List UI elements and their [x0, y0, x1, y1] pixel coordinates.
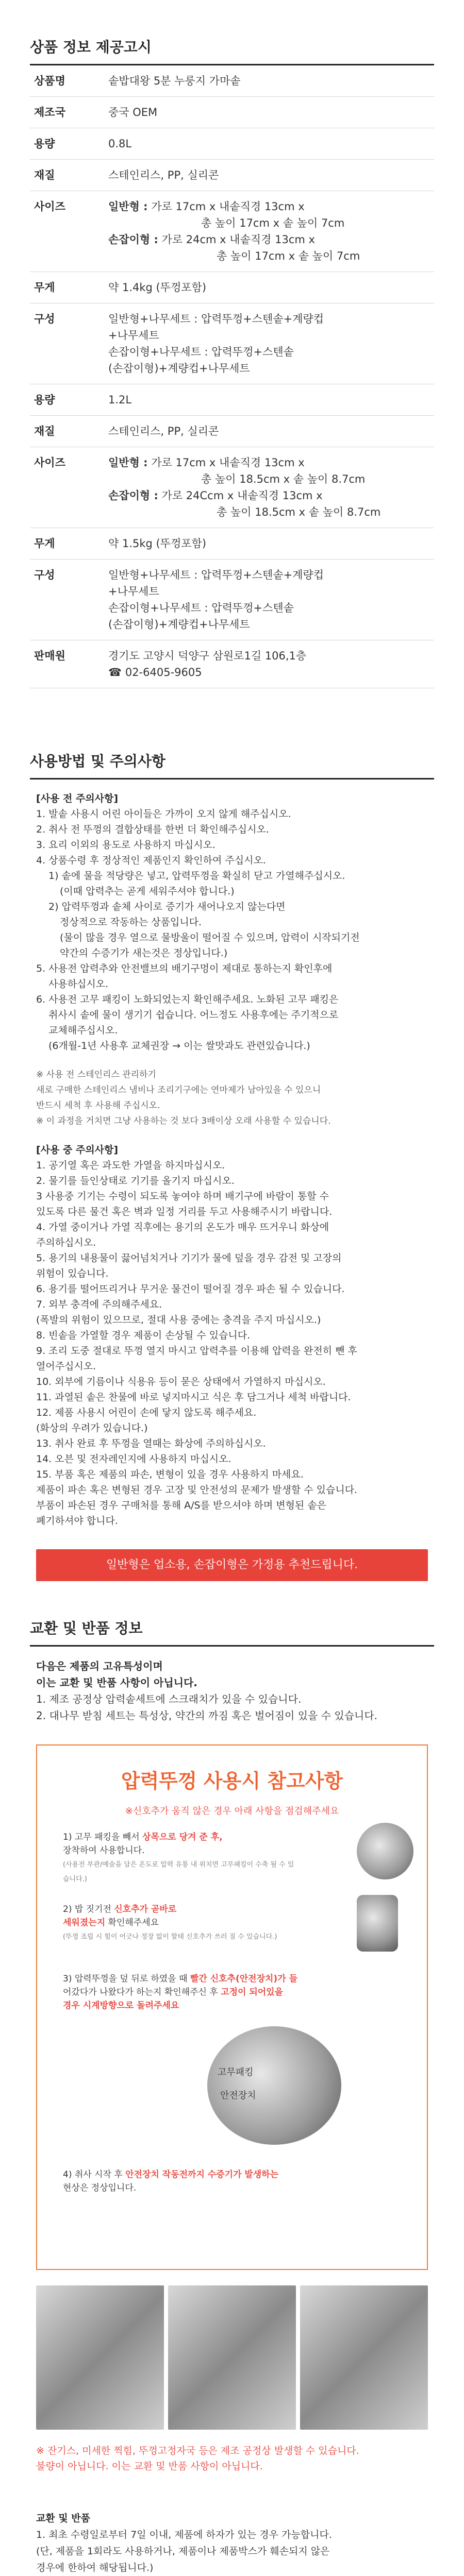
info-value — [106, 65, 434, 97]
usage-line — [36, 1054, 428, 1067]
info-row — [30, 191, 434, 272]
step1-text-b: 장착하여 사용합니다. — [63, 1845, 145, 1856]
usage-line: (6개월-1년 사용후 교체권장 → 이는 쌀맛과도 관련있습니다.) — [48, 1040, 310, 1052]
usage-line: 6. 용기를 떨어뜨리거나 무거운 물건이 떨어질 경우 파손 될 수 있습니다. — [36, 1283, 345, 1295]
usage-line: [사용 전 주의사항] — [36, 793, 119, 804]
info-key: 재질 — [30, 160, 106, 191]
exchange-title: 교환 및 반품 정보 — [30, 1620, 143, 1637]
size-size1a-label: 일반형 : — [108, 456, 148, 469]
usage-line: 14. 오븐 및 전자레인지에 사용하지 마십시오. — [36, 1453, 231, 1465]
usage-title: 사용방법 및 주의사항 — [30, 753, 165, 770]
info-value — [106, 560, 434, 640]
usage-line: 있도록 다른 물건 혹은 벽과 일정 거리를 두고 사용해주시기 바랍니다. — [36, 1206, 333, 1217]
info-key: 재질 — [30, 416, 106, 447]
usage-line: 2. 물기를 들인상태로 기기를 올기지 마십시오. — [36, 1175, 235, 1187]
size-size1a: 가로 17cm x 내솥직경 13cm x — [147, 200, 305, 213]
info-value-line: 스테인리스, PP, 실리콘 — [108, 169, 219, 181]
usage-line: 15. 부품 혹은 제품의 파손, 변형이 있을 경우 사용하지 마세요. — [36, 1469, 304, 1480]
info-value-line: 경기도 고양시 덕양구 삼원로1길 106,1층 — [108, 650, 307, 662]
size-size2a: 가로 24Ccm x 내솥직경 13cm x — [158, 489, 323, 502]
exchange-intro-line: 2. 대나무 받침 세트는 특성상, 약간의 까짐 혹은 벌어짐이 있을 수 있습니다. — [36, 1709, 378, 1722]
label-gasket: 고무패킹 — [218, 2067, 254, 2078]
step4-text-b: 현상은 정상입니다. — [63, 2183, 137, 2193]
guide-step-4 — [63, 2168, 403, 2195]
usage-line: 약간의 수증기가 새는것은 정상입니다.) — [60, 947, 228, 959]
usage-line: (이때 압력추는 곧게 세워주셔야 합니다.) — [60, 886, 235, 897]
exchange-section — [0, 1581, 464, 2576]
info-key: 상품명 — [30, 65, 106, 97]
usage-line: ※ 이 과정을 거치면 그냥 사용하는 것 보다 3배이상 오래 사용할 수 있습니다. — [36, 1116, 331, 1126]
usage-line: 3 사용중 기기는 수령이 되도록 놓여야 하며 배기구에 바람이 통할 수 — [36, 1191, 329, 1202]
usage-header — [30, 750, 434, 779]
info-row — [30, 384, 434, 416]
info-key: 사이즈 — [30, 447, 106, 528]
step3-text-a: 3) 압력뚜껑을 덮 뒤로 하였을 때 — [63, 1974, 190, 1984]
usage-line: 4. 가열 중이거나 가열 직후에는 용기의 온도가 매우 뜨거우니 화상에 — [36, 1222, 329, 1233]
step1-text-a: 1) 고무 패킹을 빼서 — [63, 1832, 143, 1842]
usage-line: 1. 공기열 혹은 과도한 가열을 하지마십시오. — [36, 1160, 225, 1171]
size-size1a: 가로 17cm x 내솥직경 13cm x — [147, 456, 305, 469]
usage-line — [36, 1129, 428, 1142]
info-row — [30, 160, 434, 191]
exchange-detail-line: (단, 제품을 1회라도 사용하거나, 제품이나 제품박스가 훼손되지 않은 — [36, 2546, 330, 2557]
exchange-detail-line: 경우에 한하여 해당됩니다.) — [36, 2562, 154, 2573]
usage-line: 7. 외부 충격에 주의해주세요. — [36, 1299, 162, 1310]
exchange-intro-line: 이는 교환 및 반품 사항이 아닙니다. — [36, 1676, 197, 1689]
step3-highlight: 빨간 신호추(안전장치)가 들 — [190, 1974, 297, 1984]
info-row — [30, 640, 434, 688]
exchange-detail — [30, 2474, 434, 2576]
usage-line: 12. 제품 사용시 어린이 손에 닿지 않도록 해주세요. — [36, 1407, 257, 1418]
info-value — [106, 640, 434, 688]
recommendation-banner: 일반형은 업소용, 손잡이형은 가정용 추천드립니다. — [36, 1549, 428, 1581]
size-size1b: 총 높이 18.5cm x 솥 높이 8.7cm — [201, 473, 366, 485]
usage-line: 사용하십시오. — [48, 978, 109, 990]
info-value-line: 일반형+나무세트 : 압력뚜껑+스텐솥+계량컵 — [108, 569, 324, 581]
info-row — [30, 65, 434, 97]
step3-highlight-2: 고정이 되어있을 — [221, 1987, 284, 1997]
usage-line: 5. 용기의 내용물이 끓어넘치거나 기기가 물에 덮을 경우 감전 및 고장의 — [36, 1252, 342, 1264]
lid-photo — [207, 2026, 341, 2145]
guide-warning: ※신호추가 움직 않은 경우 아래 사항을 점검해주세요 — [125, 1806, 339, 1817]
info-key: 사이즈 — [30, 191, 106, 272]
usage-line: 위험이 있습니다. — [36, 1268, 109, 1279]
exchange-intro-line: 다음은 제품의 고유특성이며 — [36, 1660, 163, 1672]
usage-line: 제품이 파손 혹은 변형된 경우 고장 및 안전성의 문제가 발생할 수 있습니다. — [36, 1484, 358, 1496]
info-value-line: 0.8L — [108, 138, 132, 150]
usage-line: 정상적으로 작동하는 상품입니다. — [60, 917, 202, 928]
step1-note: (사용전 부관/예술을 담은 온도로 압력 유통 내 위치면 고무패킹이 수축 될 수 있습니다.) — [63, 1861, 294, 1883]
usage-line: (폭발의 위험이 있으므로, 절대 사용 중에는 충격을 주지 마십시오.) — [36, 1314, 321, 1326]
guide-step-3 — [63, 1972, 403, 2012]
weight-photo — [357, 1895, 398, 1952]
size-size2a-label: 손잡이형 : — [108, 489, 158, 502]
product-info-table — [30, 65, 434, 688]
info-value-line: +나무세트 — [108, 585, 159, 598]
usage-line: 1) 솥에 물을 적당량은 넣고, 압력뚜껑을 확실히 닫고 가열해주십시오. — [48, 870, 345, 882]
step2-highlight: 신호추가 곧바로 — [114, 1904, 177, 1914]
size-size1a-label: 일반형 : — [108, 200, 148, 213]
info-key: 제조국 — [30, 97, 106, 128]
info-value — [106, 191, 434, 272]
info-value — [106, 97, 434, 128]
exchange-intro-line: 1. 제조 공정상 압력솥세트에 스크래치가 있을 수 있습니다. — [36, 1693, 302, 1705]
info-value — [106, 447, 434, 528]
info-value — [106, 416, 434, 447]
step4-text-a: 4) 취사 시작 후 — [63, 2170, 126, 2180]
info-value — [106, 528, 434, 560]
step2-text-b: 확인해주세요 — [105, 1918, 159, 1928]
product-info-title: 상품 정보 제공고시 — [30, 39, 152, 56]
exchange-detail-line: 교환 및 반품 — [36, 2513, 90, 2524]
step2-highlight-2: 세워졌는지 — [63, 1918, 106, 1928]
info-key: 구성 — [30, 303, 106, 384]
usage-line: 교체해주십시오. — [48, 1025, 118, 1036]
usage-line: 6. 사용전 고무 패킹이 노화되었는지 확인해주세요. 노화된 고무 패킹은 — [36, 994, 339, 1005]
step1-highlight: 상목으로 당겨 준 후, — [142, 1832, 223, 1842]
caution-line: ※ 잔기스, 미세한 찍힘, 뚜껑고정자국 등은 제조 공정상 발생할 수 있습니다. — [36, 2445, 359, 2456]
usage-line: 2) 압력뚜껑과 솥체 사이로 증기가 새어나오지 않는다면 — [48, 901, 286, 912]
info-row — [30, 303, 434, 384]
info-value-line: 약 1.5kg (뚜껑포함) — [108, 537, 207, 550]
usage-line: 10. 외부에 기름이나 식용유 등이 묻은 상태에서 가열하지 마십시오. — [36, 1376, 326, 1387]
caution-text — [30, 2430, 434, 2474]
info-value-line: ☎ 02-6405-9605 — [108, 666, 202, 679]
usage-line: 주의하십시오. — [36, 1237, 96, 1248]
usage-line: 부품이 파손된 경우 구매처를 통해 A/S를 받으셔야 하며 변형된 솥은 — [36, 1500, 327, 1511]
info-value-line: 스테인리스, PP, 실리콘 — [108, 425, 219, 437]
product-photo-2 — [168, 2285, 296, 2430]
info-value-line: 솥밥대왕 5분 누룽지 가마솥 — [108, 75, 241, 87]
info-key: 무게 — [30, 528, 106, 560]
info-value — [106, 272, 434, 303]
product-info-section — [0, 0, 464, 688]
label-safety: 안전장치 — [220, 2090, 256, 2101]
guide-step-2 — [63, 1903, 300, 1944]
usage-line: 1. 발솥 사용시 어린 아이들은 가까이 오지 않게 해주십시오. — [36, 808, 291, 820]
info-row — [30, 560, 434, 640]
usage-line: [사용 중 주의사항] — [36, 1144, 119, 1156]
info-row — [30, 272, 434, 303]
guide-step-1 — [63, 1831, 300, 1886]
usage-text — [30, 779, 434, 1529]
info-value — [106, 384, 434, 416]
size-size2a-label: 손잡이형 : — [108, 233, 158, 246]
product-info-header — [30, 0, 434, 65]
step2-note: (뚜껑 조립 시 힘이 어긋나 정장 없이 할태 신호추가 쓰러 질 수 있습니다.) — [63, 1933, 277, 1941]
usage-line: 폐기하셔야 합니다. — [36, 1515, 118, 1527]
info-row — [30, 528, 434, 560]
usage-line: (물이 많을 경우 열으로 물방울이 떨어질 수 있으며, 압력이 시작되기전 — [60, 932, 360, 943]
info-row — [30, 447, 434, 528]
step4-highlight: 안전장치 작동전까지 수증기가 발생하는 — [125, 2170, 279, 2180]
info-row — [30, 97, 434, 128]
step2-text-a: 2) 밥 짓기전 — [63, 1904, 114, 1914]
info-row — [30, 128, 434, 160]
info-value-line: 중국 OEM — [108, 106, 158, 118]
info-value-line: 1.2L — [108, 394, 132, 406]
product-photos — [36, 2285, 428, 2430]
step3-text-b: 어갔다가 나왔다가 하는지 확인해주신 후 — [63, 1987, 221, 1997]
info-value-line: 약 1.4kg (뚜껑포함) — [108, 281, 207, 294]
gasket-photo — [357, 1823, 413, 1879]
usage-line: 5. 사용전 압력추와 안전밸브의 배기구멍이 제대로 통하는지 확인후에 — [36, 963, 333, 974]
caution-line: 불량이 아닙니다. 이는 교환 및 반품 사항이 아닙니다. — [36, 2461, 263, 2472]
usage-line: 새로 구매한 스테인리스 냄비나 조리기구에는 연마제가 남아있을 수 있으니 — [36, 1085, 321, 1095]
exchange-intro — [30, 1647, 434, 1724]
info-key: 무게 — [30, 272, 106, 303]
usage-line: 열어주십시오. — [36, 1361, 96, 1372]
info-value — [106, 160, 434, 191]
size-size2b: 총 높이 18.5cm x 솥 높이 8.7cm — [217, 506, 381, 518]
size-size1b: 총 높이 17cm x 솥 높이 7cm — [201, 217, 345, 229]
size-size2b: 총 높이 17cm x 솥 높이 7cm — [217, 250, 360, 262]
product-photo-3 — [300, 2285, 428, 2430]
info-value-line: 손잡이형+나무세트 : 압력뚜껑+스텐솥 — [108, 346, 294, 358]
usage-line: 13. 취사 완료 후 뚜껑을 열때는 화상에 주의하십시오. — [36, 1438, 266, 1449]
usage-line: 8. 빈솥을 가열할 경우 제품이 손상될 수 있습니다. — [36, 1330, 251, 1341]
exchange-header — [30, 1581, 434, 1647]
usage-line: 9. 조리 도중 절대로 뚜껑 열지 마시고 압력추를 이용해 압력을 완전히 뺀 후 — [36, 1345, 357, 1357]
info-key: 구성 — [30, 560, 106, 640]
step3-text-c: 경우 시계방향으로 돌려주세요 — [63, 2001, 179, 2011]
guide-title: 압력뚜껑 사용시 참고사항 — [121, 1770, 343, 1792]
info-value-line: +나무세트 — [108, 329, 159, 342]
info-row — [30, 416, 434, 447]
usage-section — [0, 750, 464, 1581]
usage-line: 2. 취사 전 뚜껑의 결합상태를 한번 더 확인해주십시오. — [36, 824, 269, 835]
info-value-line: (손잡이형)+계량컵+나무세트 — [108, 362, 250, 375]
usage-line: ※ 사용 전 스테인리스 관리하기 — [36, 1070, 156, 1080]
usage-line: (화상의 우려가 있습니다.) — [36, 1422, 148, 1434]
info-key: 판매원 — [30, 640, 106, 688]
info-key: 용량 — [30, 128, 106, 160]
exchange-detail-line: 1. 최초 수령일로부터 7일 이내, 제품에 하자가 있는 경우 가능합니다. — [36, 2529, 332, 2540]
usage-line: 취사시 솥에 물이 생기기 쉽습니다. 어느정도 사용후에는 주기적으로 — [48, 1009, 339, 1021]
usage-line: 11. 과열된 솥은 찬물에 바로 넣지마시고 식은 후 담그거나 세척 바랍니다. — [36, 1392, 351, 1403]
info-value-line: (손잡이형)+계량컵+나무세트 — [108, 618, 250, 631]
usage-line: 4. 상품수령 후 정상적인 제품인지 확인하여 주십시오. — [36, 855, 266, 866]
usage-line: 3. 요리 이외의 용도로 사용하지 마십시오. — [36, 839, 216, 851]
info-key: 용량 — [30, 384, 106, 416]
pressure-lid-guide — [36, 1744, 428, 2270]
size-size2a: 가로 24cm x 내솥직경 13cm x — [158, 233, 315, 246]
product-photo-1 — [36, 2285, 164, 2430]
info-value-line: 일반형+나무세트 : 압력뚜껑+스텐솥+계량컵 — [108, 313, 324, 325]
info-value — [106, 303, 434, 384]
info-value — [106, 128, 434, 160]
info-value-line: 손잡이형+나무세트 : 압력뚜껑+스텐솥 — [108, 602, 294, 614]
usage-line: 반드시 세척 후 사용해 주십시오. — [36, 1100, 160, 1111]
